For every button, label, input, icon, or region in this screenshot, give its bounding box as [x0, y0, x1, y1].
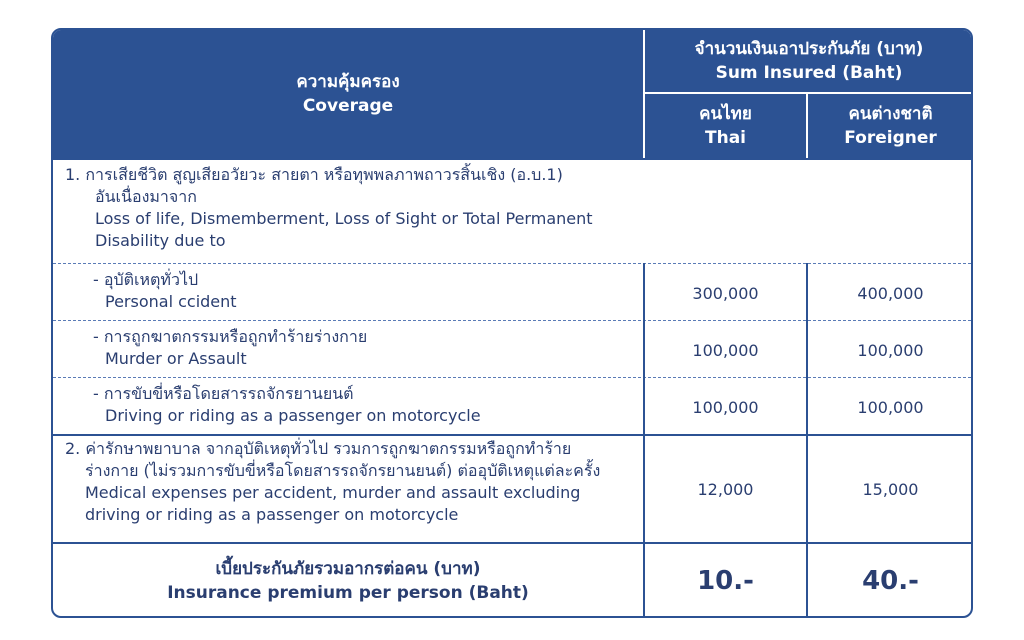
header-sum-insured-th: จำนวนเงินเอาประกันภัย (บาท) [694, 39, 924, 59]
section2-foreigner-value: 15,000 [862, 479, 919, 499]
header-thai [645, 94, 806, 158]
header-sum-insured [645, 30, 973, 92]
header-foreigner [808, 94, 973, 158]
section2-line4: driving or riding as a passenger on motorcycle [85, 505, 459, 524]
row2-thai-value: 100,000 [692, 340, 759, 360]
row-divider [53, 263, 971, 264]
premium-label-th: เบี้ยประกันภัยรวมอากรต่อคน (บาท) [215, 559, 481, 579]
premium-label [53, 544, 643, 618]
section2-line2: ร่างกาย (ไม่รวมการขับขี่หรือโดยสารรถจักรยานยนต์) ต่ออุบัติเหตุแต่ละครั้ง [85, 461, 601, 480]
header-coverage-en: Coverage [302, 96, 394, 116]
column-divider-main [643, 263, 645, 618]
premium-thai-value: 10.- [697, 566, 754, 596]
row2-th: - การถูกฆาตกรรมหรือถูกทำร้ายร่างกาย [93, 327, 368, 346]
header-foreigner-th: คนต่างชาติ [848, 104, 933, 124]
row3-th: - การขับขี่หรือโดยสารรถจักรยานยนต์ [93, 384, 354, 403]
section2-text [65, 438, 643, 526]
premium-foreigner-value: 40.- [862, 566, 919, 596]
row1-th: - อุบัติเหตุทั่วไป [93, 270, 199, 289]
header-foreigner-en: Foreigner [844, 128, 937, 148]
section1-line1: 1. การเสียชีวิต สูญเสียอวัยวะ สายตา หรือทุพพลภาพถาวรสิ้นเชิง (อ.บ.1) [65, 165, 563, 184]
header-divider-vertical [643, 30, 645, 158]
section2-line3: Medical expenses per accident, murder and assault excluding [85, 483, 581, 502]
row2-en: Murder or Assault [105, 349, 247, 368]
header-thai-en: Thai [705, 128, 746, 148]
header-coverage [53, 30, 643, 158]
table-row-1-label [93, 269, 237, 313]
row3-en: Driving or riding as a passenger on motorcycle [105, 406, 481, 425]
section1-line2: อันเนื่องมาจาก [95, 187, 197, 206]
section2-thai-value: 12,000 [697, 479, 754, 499]
header-sum-insured-en: Sum Insured (Baht) [715, 63, 903, 83]
row-divider [53, 377, 971, 378]
row3-foreigner-value: 100,000 [857, 397, 924, 417]
premium-label-en: Insurance premium per person (Baht) [167, 583, 529, 603]
table-row-3-label [93, 383, 481, 427]
header-divider-horizontal [645, 92, 973, 94]
row1-foreigner-value: 400,000 [857, 283, 924, 303]
column-divider-sub [806, 263, 808, 618]
table-row-2-label [93, 326, 367, 370]
section1-line4: Disability due to [95, 231, 226, 250]
header-bottom-line [53, 158, 971, 160]
coverage-table [51, 28, 973, 618]
row-divider [53, 320, 971, 321]
header-thai-th: คนไทย [699, 104, 752, 124]
section2-line1: 2. ค่ารักษาพยาบาล จากอุบัติเหตุทั่วไป รวมการถูกฆาตกรรมหรือถูกทำร้าย [65, 439, 572, 458]
section1-line3: Loss of life, Dismemberment, Loss of Sight or Total Permanent [95, 209, 593, 228]
row1-en: Personal ccident [105, 292, 237, 311]
header-coverage-th: ความคุ้มครอง [296, 72, 400, 92]
header-divider-subcols [806, 94, 808, 158]
section1-text [65, 164, 665, 252]
row2-foreigner-value: 100,000 [857, 340, 924, 360]
row1-thai-value: 300,000 [692, 283, 759, 303]
row3-thai-value: 100,000 [692, 397, 759, 417]
